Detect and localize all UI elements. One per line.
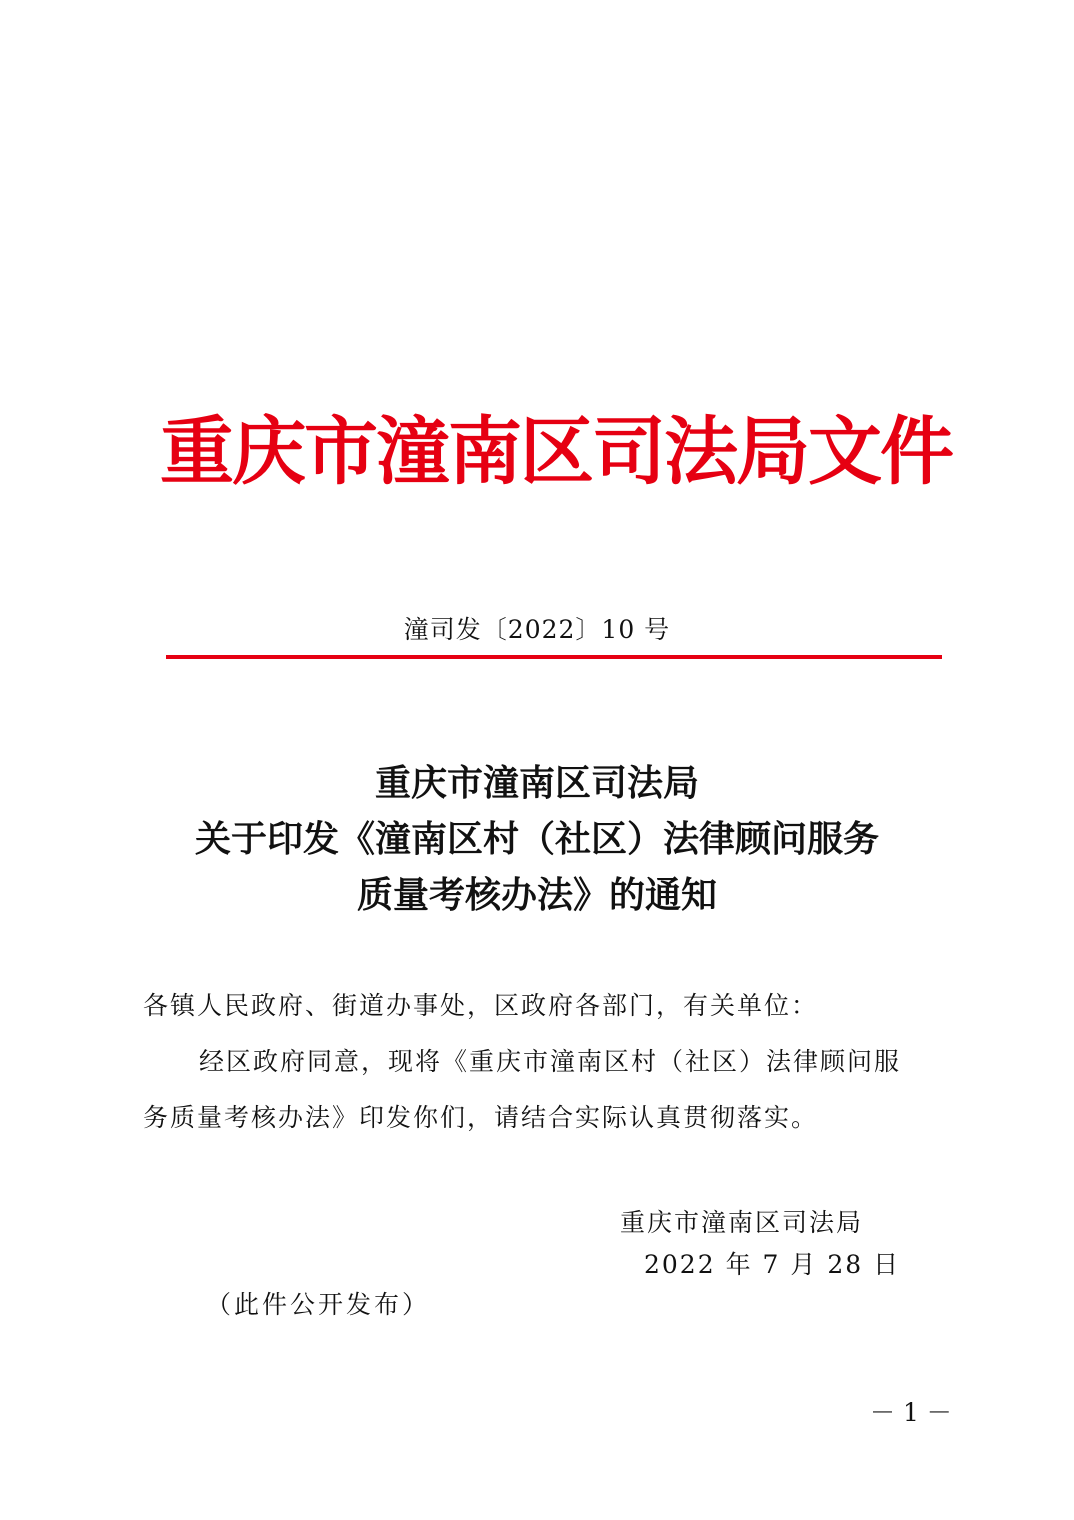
notice-title [120, 755, 954, 923]
notice-title-line-1: 重庆市潼南区司法局 [374, 762, 699, 804]
document-number: 潼司发〔2022〕10 号 [403, 615, 671, 644]
body-paragraph-line-1: 经区政府同意，现将《重庆市潼南区村（社区）法律顾问服 [199, 1047, 902, 1076]
notice-body [143, 978, 943, 1146]
public-release-note: （此件公开发布） [206, 1290, 431, 1319]
salutation: 各镇人民政府、街道办事处，区政府各部门，有关单位： [143, 991, 819, 1020]
red-separator-line [166, 655, 942, 659]
red-header-title: 重庆市潼南区司法局文件 [160, 409, 952, 495]
signature-block [600, 1202, 900, 1286]
issue-date: 2022 年 7 月 28 日 [644, 1250, 901, 1279]
body-paragraph-line-2: 务质量考核办法》印发你们，请结合实际认真贯彻落实。 [143, 1103, 819, 1132]
page-number: － 1 － [870, 1398, 952, 1427]
notice-title-line-2: 关于印发《潼南区村（社区）法律顾问服务 [194, 818, 879, 860]
notice-title-line-3: 质量考核办法》的通知 [356, 874, 717, 916]
issuing-organization: 重庆市潼南区司法局 [620, 1208, 864, 1237]
